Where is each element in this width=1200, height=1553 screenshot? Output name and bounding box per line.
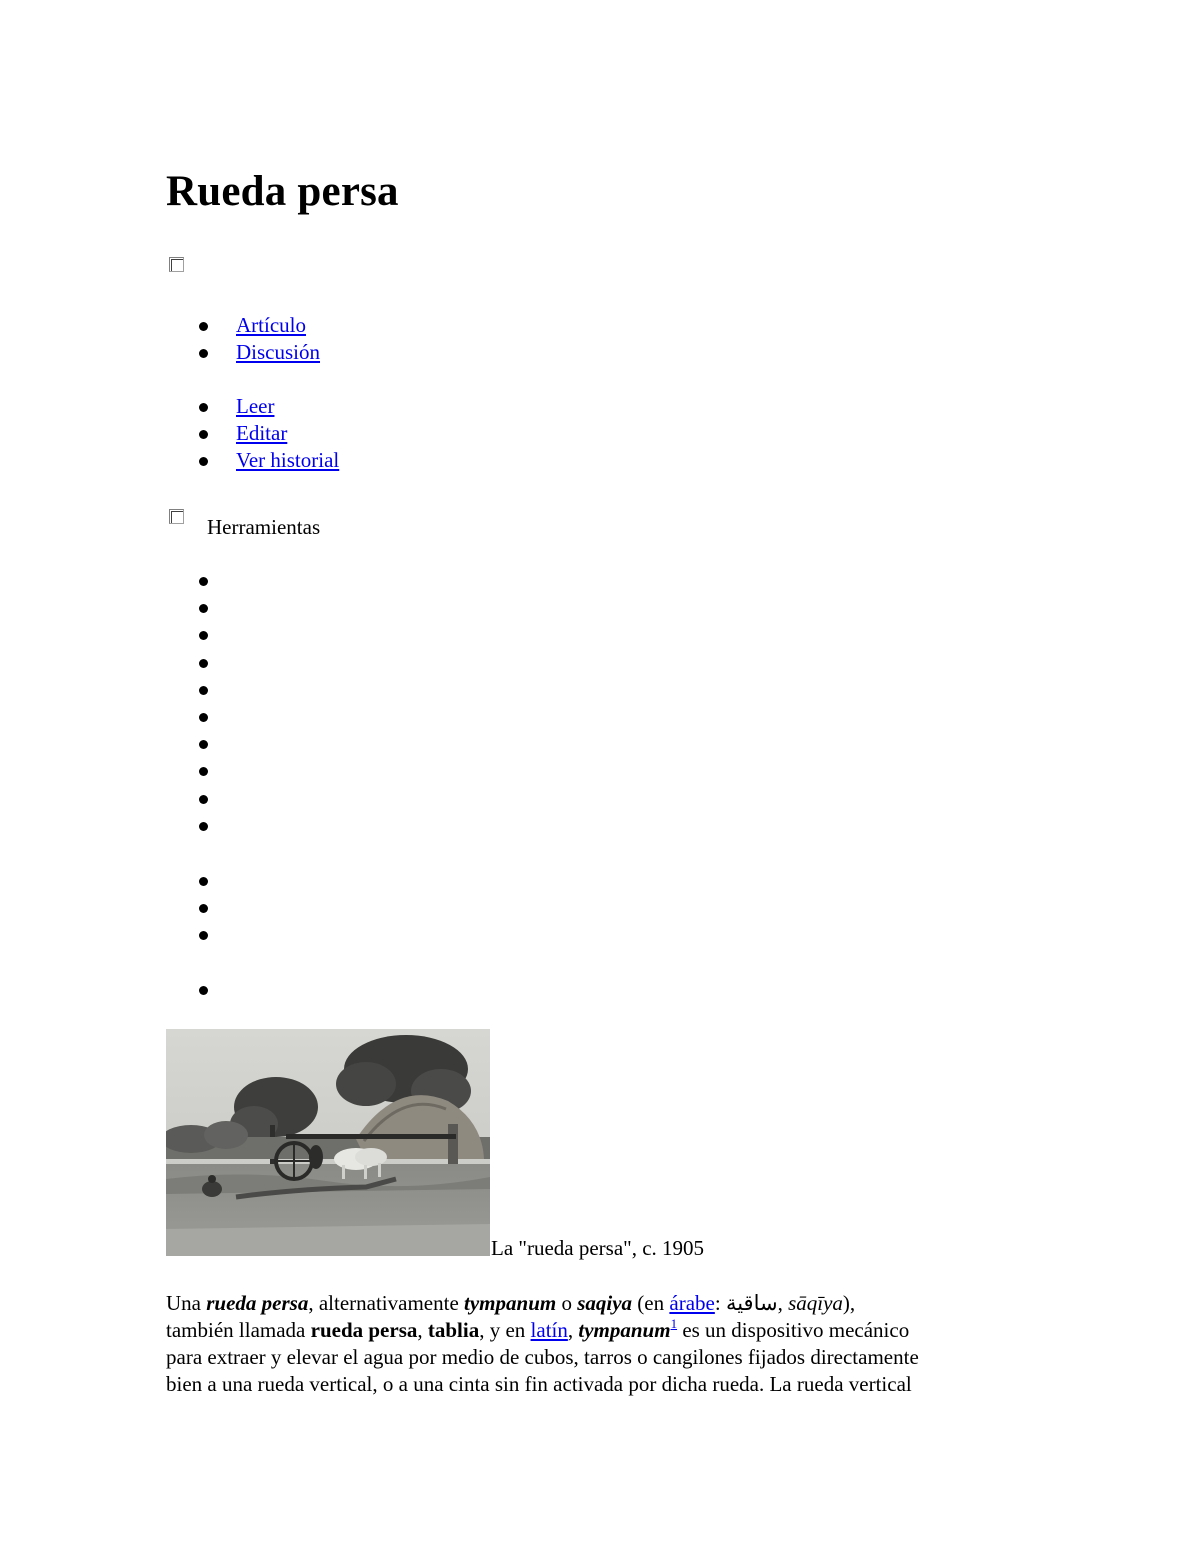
- list-item: [199, 921, 236, 948]
- article-link[interactable]: Artículo: [236, 313, 306, 337]
- tools-list-3: [199, 976, 236, 1003]
- text: ,: [567, 1318, 579, 1342]
- reference-link[interactable]: 1: [670, 1316, 678, 1331]
- text: Una: [166, 1291, 207, 1315]
- paragraph-line: bien a una rueda vertical, o a una cinta sin fin activada por dicha rueda. La rueda vertical: [166, 1372, 912, 1396]
- bold-term: tympanum: [464, 1291, 557, 1315]
- transliteration: sāqīya: [788, 1291, 843, 1315]
- list-item: [199, 785, 236, 812]
- arabic-link[interactable]: árabe: [669, 1291, 715, 1315]
- read-link[interactable]: Leer: [236, 394, 275, 418]
- text: ),: [842, 1291, 856, 1315]
- tools-list-1: [199, 567, 236, 839]
- menu-toggle-checkbox[interactable]: [169, 257, 184, 272]
- list-item: [199, 594, 236, 621]
- list-item: [199, 567, 236, 594]
- discussion-link[interactable]: Discusión: [236, 340, 320, 365]
- bold-term: rueda persa: [310, 1318, 418, 1342]
- paragraph-line: [166, 1317, 1046, 1344]
- tab-read: [199, 393, 339, 420]
- persian-wheel-photo[interactable]: [166, 1029, 490, 1256]
- history-link[interactable]: Ver historial: [236, 448, 340, 473]
- text: también llamada: [166, 1318, 311, 1342]
- text: , alternativamente: [308, 1291, 465, 1315]
- tab-edit: [199, 420, 339, 447]
- persian-wheel-image: [166, 1029, 490, 1256]
- tools-list-2: [199, 867, 236, 949]
- page-title: Rueda persa: [166, 168, 399, 215]
- tab-discussion: [199, 339, 320, 366]
- paragraph-line: [166, 1290, 1046, 1317]
- text: o: [556, 1291, 578, 1315]
- list-item: [199, 703, 236, 730]
- view-tabs: [199, 393, 339, 475]
- bold-term: rueda persa: [206, 1291, 309, 1315]
- list-item: [199, 867, 236, 894]
- intro-paragraph: [166, 1290, 1046, 1398]
- bold-term: tympanum: [578, 1318, 671, 1342]
- figure-caption: La "rueda persa", c. 1905: [491, 1236, 705, 1260]
- text: es un dispositivo mecánico: [677, 1318, 910, 1342]
- tab-history: [199, 447, 339, 474]
- text: : ساقية,: [714, 1291, 789, 1315]
- bold-term: saqiya: [577, 1291, 633, 1315]
- paragraph-line: para extraer y elevar el agua por medio de cubos, tarros o cangilones fijados directamente: [166, 1345, 919, 1369]
- list-item: [199, 976, 236, 1003]
- list-item: [199, 894, 236, 921]
- list-item: [199, 812, 236, 839]
- list-item: [199, 649, 236, 676]
- list-item: [199, 676, 236, 703]
- latin-link[interactable]: latín: [530, 1318, 568, 1342]
- text: (en: [632, 1291, 670, 1315]
- text: ,: [417, 1318, 428, 1342]
- bold-term: tablia: [427, 1318, 480, 1342]
- edit-link[interactable]: Editar: [236, 421, 288, 446]
- tools-label: Herramientas: [207, 515, 321, 539]
- namespace-tabs: [199, 312, 320, 366]
- tools-toggle-checkbox[interactable]: [169, 509, 184, 524]
- text: , y en: [479, 1318, 531, 1342]
- tab-article: [199, 312, 320, 339]
- list-item: [199, 730, 236, 757]
- list-item: [199, 621, 236, 648]
- list-item: [199, 757, 236, 784]
